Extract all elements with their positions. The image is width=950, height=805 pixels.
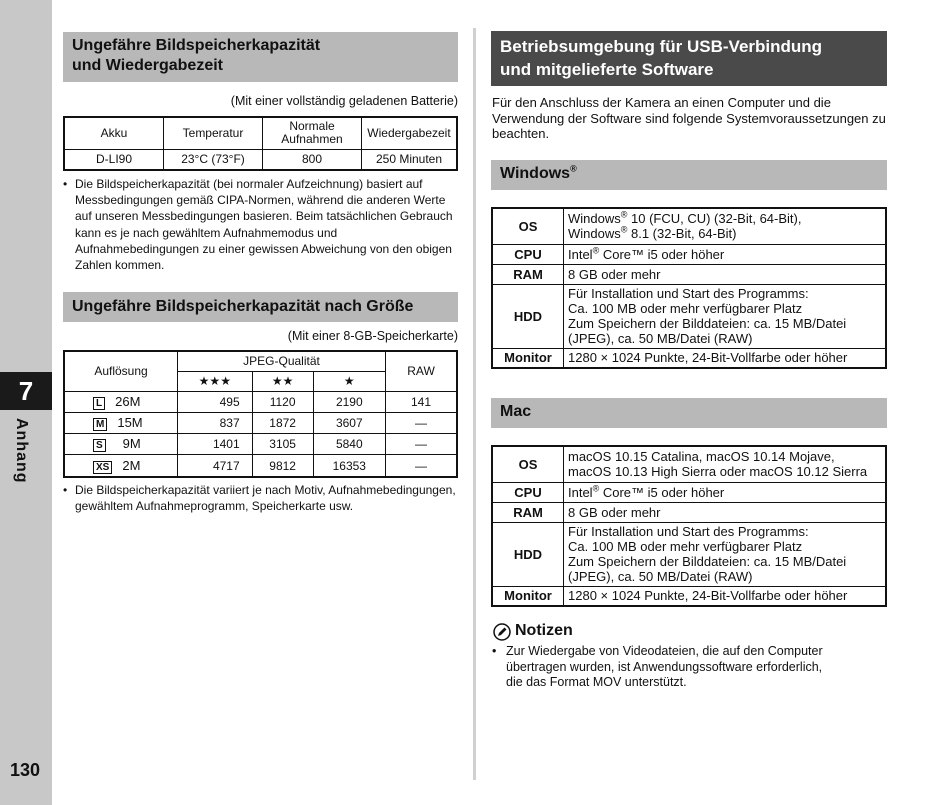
registered-mark: ® [570, 163, 577, 174]
table-cell: 16353 [313, 455, 385, 477]
cpu-text: Core™ i5 oder höher [599, 246, 725, 262]
spec-value: 8 GB oder mehr [564, 502, 887, 522]
td-akku: D-LI90 [64, 149, 164, 170]
th-stars-2: ★★ [252, 371, 313, 391]
spec-value: 1280 × 1024 Punkte, 24-Bit-Vollfarbe oder höher [564, 586, 887, 606]
registered-mark: ® [620, 209, 628, 220]
th-temperatur: Temperatur [164, 117, 263, 149]
size-l-icon: L [93, 397, 105, 410]
hdd-line: Zum Speichern der Bilddateien: ca. 15 MB/Datei [568, 316, 847, 331]
section-heading-capacity-size: Ungefähre Bildspeicherkapazität nach Größe [63, 292, 458, 322]
th-jpeg-qualitaet: JPEG-Qualität [178, 351, 386, 371]
spec-value: 8 GB oder mehr [564, 264, 887, 284]
table-cell: 4717 [178, 455, 253, 477]
battery-note: (Mit einer vollständig geladenen Batterie) [230, 94, 458, 108]
registered-mark: ® [620, 224, 628, 235]
spec-key: HDD [492, 522, 564, 586]
size-label: 2M [122, 457, 141, 473]
table-cell: — [386, 434, 458, 455]
hdd-line: Zum Speichern der Bilddateien: ca. 15 MB/Datei [568, 554, 847, 569]
spec-value [564, 522, 887, 586]
section-heading-capacity-playback [63, 32, 458, 82]
section-heading-usb [491, 31, 887, 86]
size-note-text: Die Bildspeicherkapazität variiert je nach Motiv, Aufnahmebedingungen, gewähltem Aufnahmeprogramm, Speicherkarte usw. [75, 483, 456, 514]
table-cell: 837 [178, 412, 253, 433]
heading-line-2: und mitgelieferte Software [500, 60, 714, 79]
table-cell: 3607 [313, 412, 385, 433]
windows-title: Windows [500, 165, 571, 182]
size-26m [64, 391, 178, 412]
os-text: macOS 10.13 High Sierra oder macOS 10.12 Sierra [568, 464, 868, 480]
size-2m [64, 455, 178, 477]
spec-key: RAM [492, 264, 564, 284]
spec-value [564, 284, 887, 348]
pencil-note-icon [493, 623, 511, 641]
windows-requirements-table [491, 207, 887, 369]
size-s-icon: S [93, 439, 106, 452]
intro-text: Für den Anschluss der Kamera an einen Computer und die Verwendung der Software sind folgende Systemvoraussetzungen zu beachten. [492, 95, 886, 141]
spec-value: 1280 × 1024 Punkte, 24-Bit-Vollfarbe oder höher [564, 348, 887, 368]
page-number: 130 [10, 760, 41, 780]
note-line: die das Format MOV unterstützt. [506, 675, 687, 689]
hdd-line: Für Installation und Start des Programms: [568, 524, 809, 539]
size-xs-icon: XS [93, 461, 112, 474]
spec-value [564, 244, 887, 264]
os-text: 10 (FCU, CU) (32-Bit, 64-Bit), [627, 211, 802, 227]
table-cell: — [386, 412, 458, 433]
td-wiedergabezeit: 250 Minuten [362, 149, 458, 170]
size-label: 26M [115, 393, 141, 409]
registered-mark: ® [592, 245, 600, 256]
heading-line-1: Betriebsumgebung für USB-Verbindung [500, 37, 823, 56]
size-label: 9M [122, 436, 141, 452]
th-stars-1: ★ [313, 371, 385, 391]
table-cell: — [386, 455, 458, 477]
mac-heading: Mac [491, 398, 887, 428]
spec-key: OS [492, 208, 564, 244]
th-raw: RAW [386, 351, 458, 391]
os-text: Windows [568, 226, 621, 242]
card-note: (Mit einer 8-GB-Speicherkarte) [287, 329, 458, 343]
spec-key: RAM [492, 502, 564, 522]
hdd-line: (JPEG), ca. 50 MB/Datei (RAW) [568, 331, 753, 346]
chapter-number: 7 [0, 372, 52, 410]
size-m-icon: M [93, 418, 107, 431]
size-note: • Die Bildspeicherkapazität variiert je nach Motiv, Aufnahmebedingungen, gewähltem Aufnahmeprogramm, Speicherkarte usw. [63, 482, 458, 514]
heading-line-1: Ungefähre Bildspeicherkapazität [72, 37, 321, 54]
th-aufloesung: Auflösung [64, 351, 178, 391]
th-normale-aufnahmen: Normale Aufnahmen [263, 117, 362, 149]
th-wiedergabezeit: Wiedergabezeit [362, 117, 458, 149]
spec-key: CPU [492, 482, 564, 502]
th-akku: Akku [64, 117, 164, 149]
capacity-note-text: Die Bildspeicherkapazität (bei normaler Aufzeichnung) basiert auf Messbedingungen gemäß CIPA-Normen, während die anderen Werte auf unseren Messbedingungen basieren. Beim tatsächlichen Gebrauch kann es je nach gewähltem Aufnahmemodus und Aufnahmebedingungen zu einer gewissen Abweichung von den obigen Zahlen kommen. [75, 177, 453, 273]
spec-key: OS [492, 446, 564, 482]
table-cell: 1872 [252, 412, 313, 433]
table-cell: 1401 [178, 434, 253, 455]
capacity-note: • Die Bildspeicherkapazität (bei normaler Aufzeichnung) basiert auf Messbedingungen gemäß CIPA-Normen, während die anderen Werte auf unseren Messbedingungen basieren. Beim tatsächlichen Gebrauch kann es je nach gewähltem Aufnahmemodus und Aufnahmebedingungen zu einer gewissen Abweichung von den obigen Zahlen kommen. [63, 176, 458, 273]
hdd-line: Für Installation und Start des Programms: [568, 286, 809, 301]
heading-line-2: und Wiedergabezeit [72, 57, 223, 74]
th-stars-3: ★★★ [178, 371, 253, 391]
size-9m [64, 434, 178, 455]
spec-key: CPU [492, 244, 564, 264]
cpu-text: Core™ i5 oder höher [599, 484, 725, 500]
mac-requirements-table [491, 445, 887, 607]
spec-key: Monitor [492, 586, 564, 606]
notes-bullet [492, 644, 888, 691]
table-cell: 9812 [252, 455, 313, 477]
battery-table [63, 116, 458, 171]
bullet-dot: • [492, 644, 497, 658]
chapter-label-wrap [12, 418, 40, 508]
notes-title: Notizen [515, 622, 573, 639]
hdd-line: (JPEG), ca. 50 MB/Datei (RAW) [568, 569, 753, 584]
table-cell: 5840 [313, 434, 385, 455]
table-cell: 2190 [313, 391, 385, 412]
os-text: macOS 10.15 Catalina, macOS 10.14 Mojave, [568, 449, 835, 465]
hdd-line: Ca. 100 MB oder mehr verfügbarer Platz [568, 301, 803, 316]
table-cell: 141 [386, 391, 458, 412]
spec-value [564, 446, 887, 482]
cpu-text: Intel [568, 246, 593, 262]
registered-mark: ® [592, 483, 600, 494]
os-text: Windows [568, 211, 621, 227]
chapter-label: Anhang [13, 418, 30, 484]
td-aufnahmen: 800 [263, 149, 362, 170]
os-text: 8.1 (32-Bit, 64-Bit) [627, 226, 737, 242]
size-15m [64, 412, 178, 433]
cpu-text: Intel [568, 484, 593, 500]
spec-value [564, 208, 887, 244]
table-cell: 3105 [252, 434, 313, 455]
windows-heading [491, 160, 887, 190]
note-line: Zur Wiedergabe von Videodateien, die auf den Computer [506, 644, 823, 658]
spec-key: Monitor [492, 348, 564, 368]
td-temperatur: 23°C (73°F) [164, 149, 263, 170]
notes-heading [493, 622, 889, 642]
spec-value [564, 482, 887, 502]
size-label: 15M [117, 414, 143, 430]
capacity-size-table [63, 350, 458, 478]
table-cell: 1120 [252, 391, 313, 412]
column-divider [473, 28, 476, 780]
spec-key: HDD [492, 284, 564, 348]
table-cell: 495 [178, 391, 253, 412]
hdd-line: Ca. 100 MB oder mehr verfügbarer Platz [568, 539, 803, 554]
note-line: übertragen wurden, ist Anwendungssoftware erforderlich, [506, 659, 823, 674]
